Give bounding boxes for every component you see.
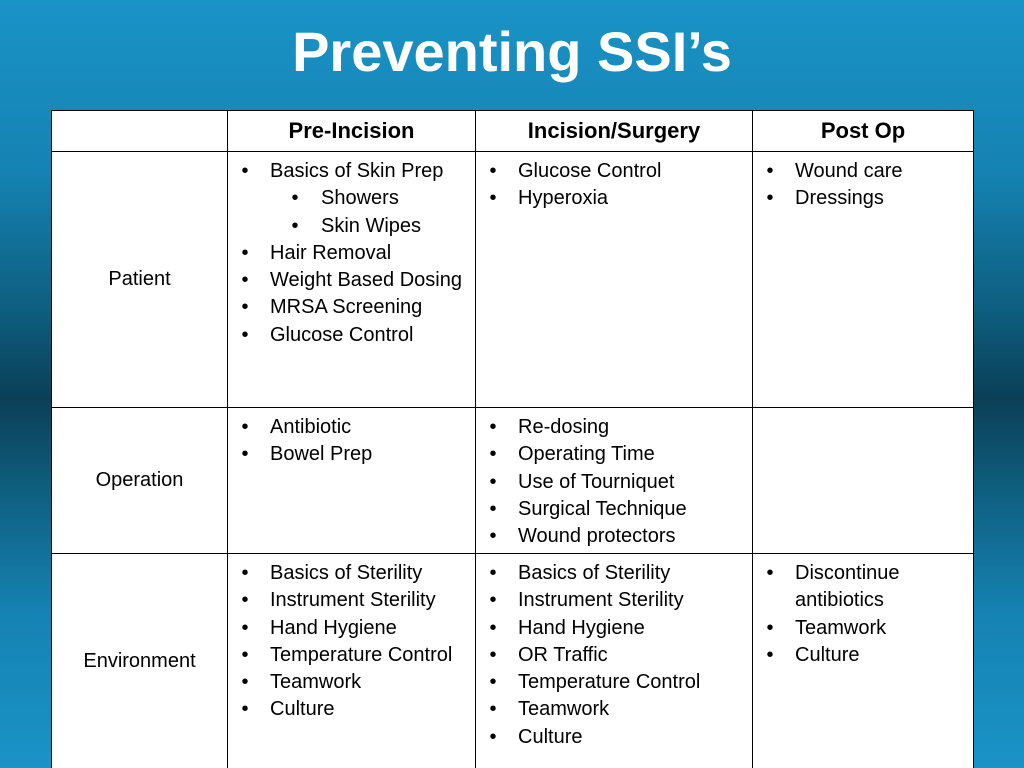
list-patient-post-op [753, 152, 973, 213]
list-item: • Temperature Control [238, 642, 471, 669]
list-operation-incision-surgery [476, 408, 752, 550]
list-item: • MRSA Screening [238, 294, 471, 321]
slide-title: Preventing SSI’s [292, 20, 732, 83]
row-label-patient: Patient [52, 152, 228, 408]
list-item: • Basics of Skin Prep • Showers • Skin Wipes [238, 158, 471, 240]
row-label-operation: Operation [52, 408, 228, 554]
list-item: • Instrument Sterility [486, 587, 748, 614]
list-patient-incision-surgery [476, 152, 752, 213]
list-item: • Basics of Sterility [486, 560, 748, 587]
list-item: • Skin Wipes [288, 213, 471, 240]
list-item: • Wound care [763, 158, 969, 185]
cell-patient-pre-incision [228, 152, 476, 408]
list-item: • Glucose Control [238, 322, 471, 349]
list-item: • Re-dosing [486, 414, 748, 441]
list-item: • Dressings [763, 185, 969, 212]
list-item: • OR Traffic [486, 642, 748, 669]
row-label-environment: Environment [52, 554, 228, 768]
list-item: • Teamwork [763, 615, 969, 642]
list-item: • Hand Hygiene [238, 615, 471, 642]
list-item: • Operating Time [486, 441, 748, 468]
list-environment-pre-incision [228, 554, 475, 724]
list-item: • Hair Removal [238, 240, 471, 267]
table-row-patient [52, 152, 974, 408]
cell-environment-incision-surgery [476, 554, 753, 768]
cell-patient-post-op [753, 152, 974, 408]
list-item: • Culture [238, 696, 471, 723]
list-item: • Culture [763, 642, 969, 669]
header-post-op: Post Op [753, 111, 974, 152]
list-item: • Basics of Sterility [238, 560, 471, 587]
table-row-operation [52, 408, 974, 554]
cell-patient-incision-surgery [476, 152, 753, 408]
list-environment-incision-surgery [476, 554, 752, 751]
header-incision-surgery: Incision/Surgery [476, 111, 753, 152]
table-header-row [52, 111, 974, 152]
list-item: • Teamwork [486, 696, 748, 723]
list-item: • Antibiotic [238, 414, 471, 441]
table-row-environment [52, 554, 974, 768]
list-item: • Culture [486, 724, 748, 751]
cell-operation-post-op [753, 408, 974, 554]
list-item: • Surgical Technique [486, 496, 748, 523]
header-pre-incision: Pre-Incision [228, 111, 476, 152]
list-operation-pre-incision [228, 408, 475, 469]
cell-operation-pre-incision [228, 408, 476, 554]
list-item: • Wound protectors [486, 523, 748, 550]
list-item: • Teamwork [238, 669, 471, 696]
header-empty [52, 111, 228, 152]
list-item: • Bowel Prep [238, 441, 471, 468]
list-item: • Hyperoxia [486, 185, 748, 212]
cell-operation-incision-surgery [476, 408, 753, 554]
list-item: • Glucose Control [486, 158, 748, 185]
list-item: • Discontinue antibiotics [763, 560, 969, 615]
list-item: • Weight Based Dosing [238, 267, 471, 294]
cell-environment-pre-incision [228, 554, 476, 768]
list-item: • Instrument Sterility [238, 587, 471, 614]
list-item: • Hand Hygiene [486, 615, 748, 642]
list-environment-post-op [753, 554, 973, 669]
cell-environment-post-op [753, 554, 974, 768]
ssi-prevention-table [51, 110, 974, 768]
list-item: • Showers [288, 185, 471, 212]
list-item: • Temperature Control [486, 669, 748, 696]
list-item: • Use of Tourniquet [486, 469, 748, 496]
list-patient-pre-incision [228, 152, 475, 349]
sub-list-skin-prep [270, 185, 471, 240]
